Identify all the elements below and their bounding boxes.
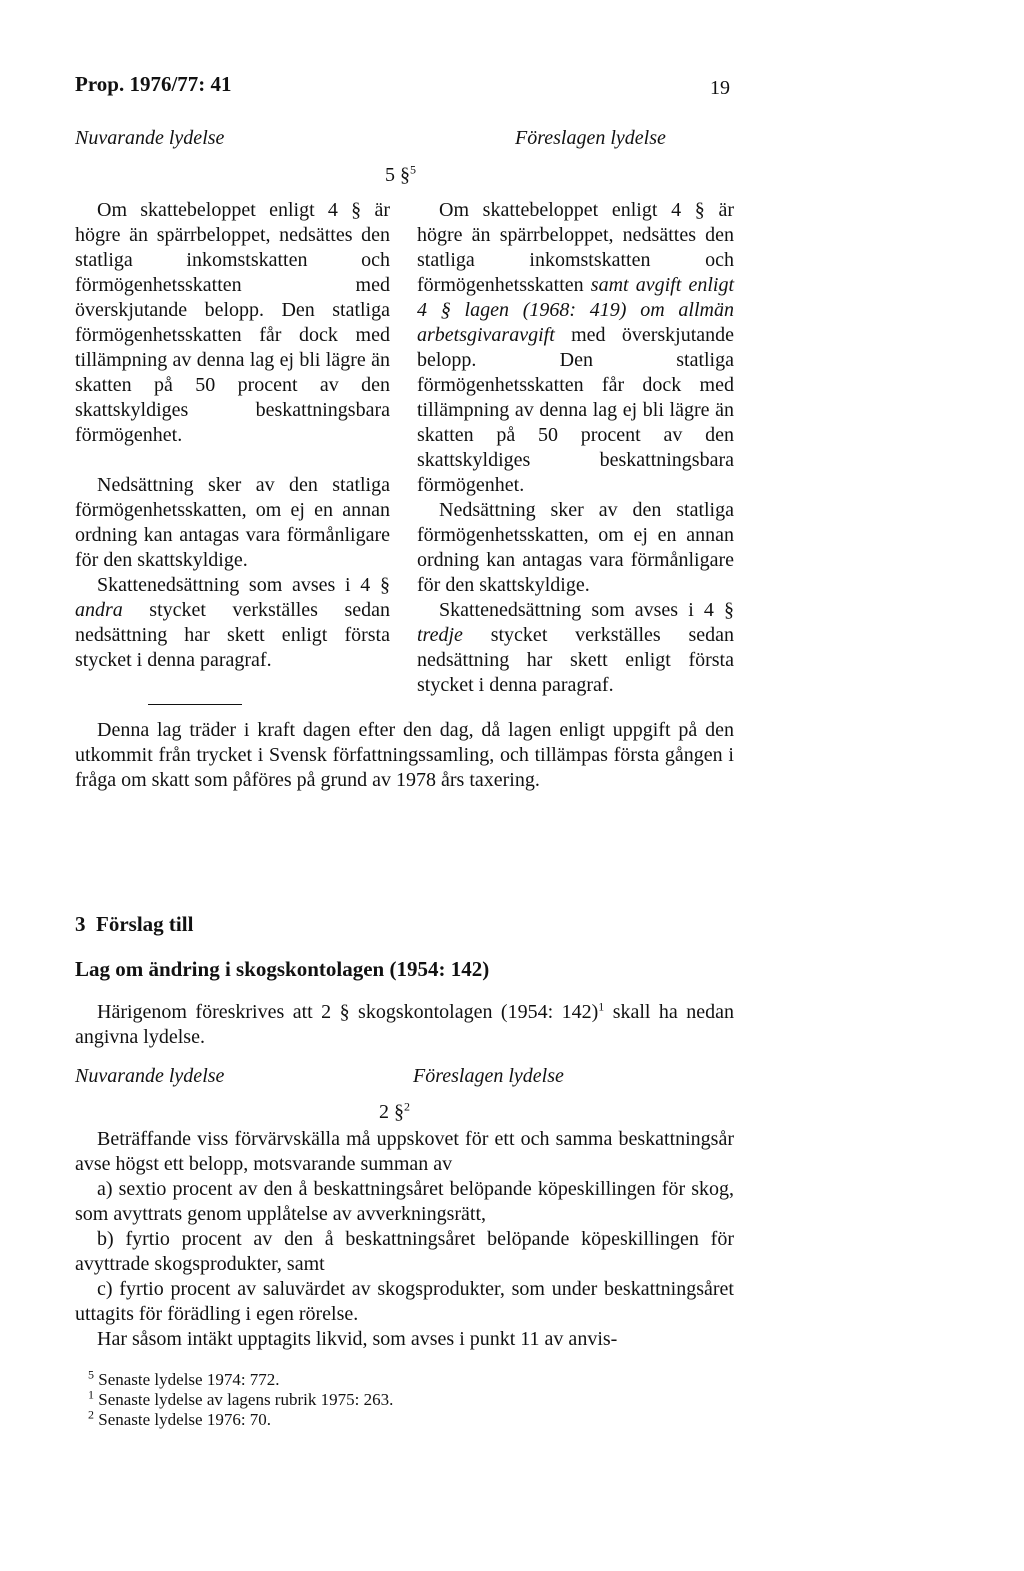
footnote-ref: 1: [598, 999, 605, 1014]
enactment-clause: Härigenom föreskrives att 2 § skogskontolagen (1954: 142)$^1$ skall ha nedan angivna lydelse.: [75, 999, 734, 1048]
section-title: Förslag till: [96, 912, 194, 936]
list-item-b: b) fyrtio procent av den å beskattningsåret belöpande köpeskillingen för avyttrade skogsprodukter, samt: [75, 1228, 734, 1275]
paragraph-number-2: 2 §$^2$: [379, 1099, 410, 1123]
footnote: $^2$ Senaste lydelse 1976: 70.: [88, 1407, 272, 1429]
section-heading: [75, 912, 193, 937]
transition-provision: [75, 718, 734, 793]
proposed-paragraph-1: Om skattebeloppet enligt 4 § är högre än spärrbeloppet, nedsättes den statliga inkomstskatten och förmögenhetsskatten samt avgift enligt 4 § lagen (1968: 419) om allmän arbetsgivaravgift med överskjutande belopp. Den statliga förmögenhetsskatten får dock med tillämpning av denna lag ej bli lägre än skatten på 50 procent av den skattskyldiges beskattningsbara förmögenhet.: [417, 199, 735, 496]
footnote: $^5$ Senaste lydelse 1974: 772.: [88, 1367, 280, 1389]
list-item-c: c) fyrtio procent av saluvärdet av skogsprodukter, som under beskattningsåret uttagits för förädling i egen rörelse.: [75, 1278, 734, 1325]
proposed-paragraph-2: Nedsättning sker av den statliga förmögenhetsskatten, om ej en annan ordning kan antagas vara förmånligare för den skattskyldige.: [417, 499, 734, 596]
proposed-wording-heading: Föreslagen lydelse: [515, 127, 666, 149]
transition-text: Denna lag träder i kraft dagen efter den dag, då lagen enligt uppgift på den utkommit från trycket i Svensk författningssamling, och tillämpas första gången i fråga om skatt som påföres på grund av 1978 års taxering.: [75, 719, 734, 791]
footnote-ref: 5: [410, 162, 416, 177]
body-paragraph-continued: Har såsom intäkt upptagits likvid, som avses i punkt 11 av anvis-: [97, 1328, 618, 1350]
paragraph-number: 5 §$^5$: [385, 162, 416, 186]
current-paragraph-2: Nedsättning sker av den statliga förmögenhetsskatten, om ej en annan ordning kan antagas vara förmånligare för den skattskyldige.: [75, 474, 390, 571]
document-reference: Prop. 1976/77: 41: [75, 72, 232, 96]
current-paragraph-3: Skattenedsättning som avses i 4 § andra stycket verkställes sedan nedsättning har skett enligt första stycket i denna paragraf.: [75, 574, 391, 671]
body-paragraph: Beträffande viss förvärvskälla må uppskovet för ett och samma beskattningsår avse högst ett belopp, motsvarande summan av: [75, 1128, 734, 1175]
current-wording-column: [75, 198, 390, 673]
list-item-a: a) sextio procent av den å beskattningsåret belöpande köpeskillingen för skog, som avyttrats genom upplåtelse av avverkningsrätt,: [75, 1178, 734, 1225]
divider: [148, 704, 242, 705]
footnotes: [88, 1367, 728, 1430]
proposed-paragraph-3: Skattenedsättning som avses i 4 § tredje stycket verkställes sedan nedsättning har skett enligt första stycket i denna paragraf.: [417, 599, 735, 696]
paragraph-2-body: [75, 1127, 734, 1352]
law-title: Lag om ändring i skogskontolagen (1954: 142): [75, 957, 490, 981]
footnote-ref: 2: [404, 1099, 410, 1114]
section-number: 3: [75, 912, 86, 936]
footnote: $^1$ Senaste lydelse av lagens rubrik 1975: 263.: [88, 1387, 394, 1409]
current-wording-heading-2: Nuvarande lydelse: [75, 1065, 225, 1087]
proposed-wording-heading-2: Föreslagen lydelse: [413, 1065, 564, 1087]
proposed-wording-column: [417, 198, 734, 698]
current-paragraph-1: Om skattebeloppet enligt 4 § är högre än spärrbeloppet, nedsättes den statliga inkomstskatten och förmögenhetsskatten med överskjutande belopp. Den statliga förmögenhetsskatten får dock med tillämpning av denna lag ej bli lägre än skatten på 50 procent av den skattskyldiges beskattningsbara förmögenhet.: [75, 199, 390, 446]
page-number: 19: [710, 77, 730, 99]
current-wording-heading: Nuvarande lydelse: [75, 127, 225, 149]
